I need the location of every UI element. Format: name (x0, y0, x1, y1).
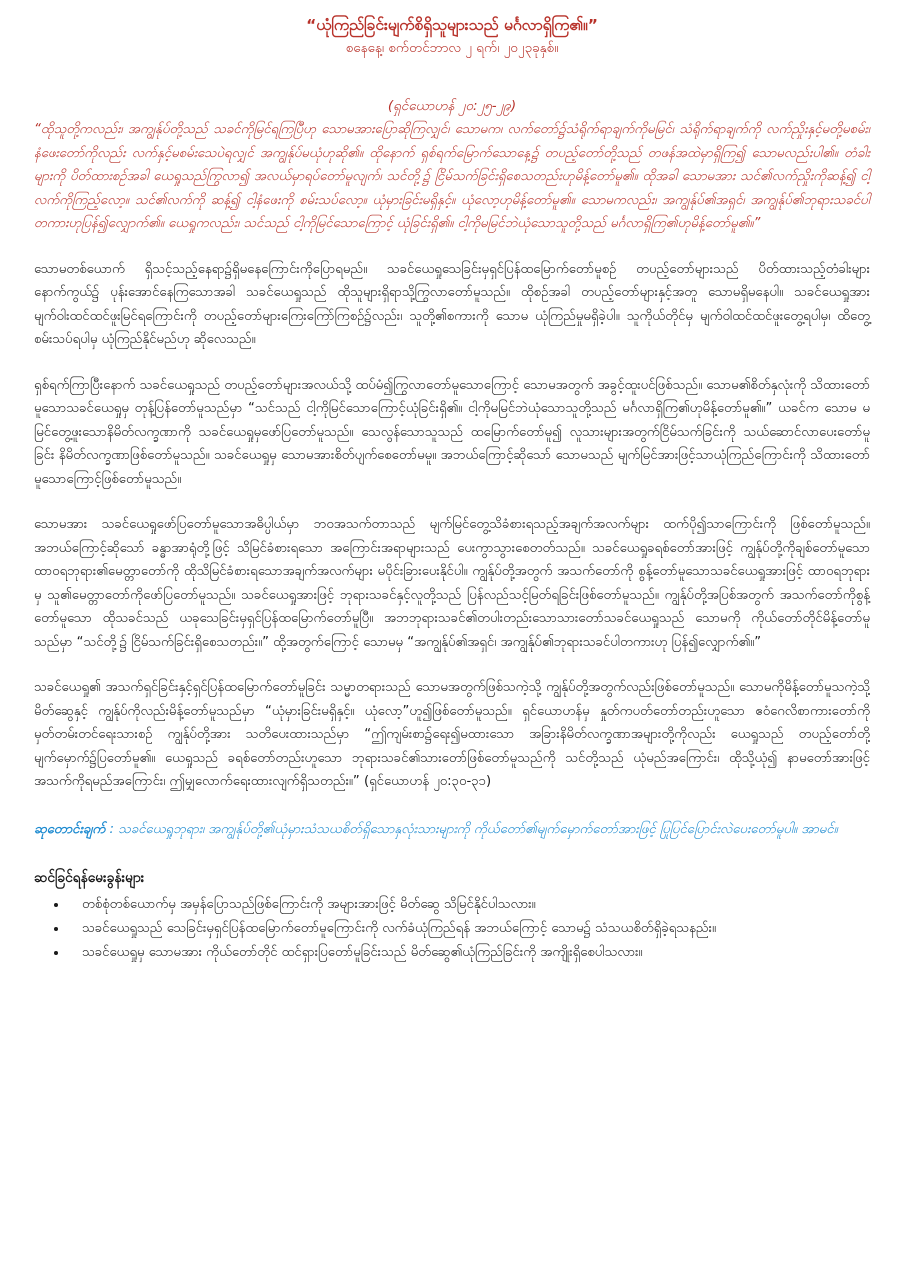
prayer-text: သခင်ယေရှုဘုရား၊ အကျွန်ုပ်တို့၏ယုံမှားသံသယစိတ်ရှိသောနှလုံးသားများကို ကိုယ်တော်၏မျက်မှောက်တော်အားဖြင့် ပြုပြင်ပြောင်းလဲပေးတော်မူပါ။ အာမင်။ (118, 821, 838, 837)
page-title: “ယုံကြည်ခြင်းမျက်စိရှိသူများသည် မင်္ဂလာရှိကြ၏။” (306, 16, 598, 34)
paragraph-3: သောမအား သခင်ယေရှုဖော်ပြတော်မူသောအဓိပ္ပါယ်မှာ ဘဝအသက်တာသည် မျက်မြင်တွေ့သိခံစားရသည့်အချက်အလက်များ ထက်ပို၍သာကြောင်းကို ဖြစ်တော်မူသည်။ အဘယ်ကြောင့်ဆိုသော် ခန္ဓာအာရုံတို့ဖြင့် သိမြင်ခံစားရသော အကြောင်းအရာများသည် ပေးကွာသွားစေတတ်သည်။ သခင်ယေရှုခရစ်တော်အားဖြင့် ကျွန်ုပ်တို့ကိုချစ်တော်မူသော ထာဝရဘုရား၏မေတ္တာတော်ကို ထိုသိမြင်ခံစားရသောအချက်အလက်များ မပိုင်းခြားပေးနိုင်ပါ။ ကျွန်ုပ်တို့အတွက် အသက်တော်ကို စွန့်တော်မူသောသခင်ယေရှုအားဖြင့် ထာဝရဘုရားမှ သူ၏မေတ္တာတော်ကိုဖော်ပြတော်မူသည်။ သခင်ယေရှုအားဖြင့် ဘုရားသခင်နှင့်လူတို့သည် ပြန်လည်သင့်မြတ်ရခြင်းဖြစ်တော်မူသည်။ ကျွန်ုပ်တို့အပြစ်အတွက် အသက်တော်ကိုစွန့်တော်မူသော ထိုသခင်သည် ယခုသေခြင်းမှရှင်ပြန်ထမြောက်တော်မူပြီ။ အဘဘုရားသခင်၏တပါးတည်းသောသားတော်သခင်ယေရှုသည် သောမကို ကိုယ်တော်တိုင်မိန့်တော်မူသည်မှာ “သင်တို့၌ ငြိမ်သက်ခြင်းရှိစေသတည်း။” ထို့အတွက်ကြောင့် သောမမှ “အကျွန်ုပ်၏အရှင်၊ အကျွန်ုပ်၏ဘုရားသခင်ပါတကားဟု ပြန်၍လျှောက်၏။” (34, 517, 870, 650)
paragraph-4: သခင်ယေရှု၏ အသက်ရှင်ခြင်းနှင့်ရှင်ပြန်ထမြောက်တော်မူခြင်း သမ္မာတရားသည် သောမအတွက်ဖြစ်သကဲ့သို့ ကျွန်ုပ်တို့အတွက်လည်းဖြစ်တော်မူသည်။ သောမကိုမိန့်တော်မူသကဲ့သို့ မိတ်ဆွေနှင့် ကျွန်ုပ်ကိုလည်းမိန့်တော်မူသည်မှာ “ယုံမှားခြင်းမရှိနှင့်။ ယုံလော့”ဟူ၍ဖြစ်တော်မူသည်။ ရှင်ယောဟန်မှ နှုတ်ကပတ်တော်တည်းဟူသော ဧဝံဂေလိစာကားတော်ကို မှတ်တမ်းတင်ရေးသားစဉ် ကျွန်ုပ်တို့အား သတိပေးထားသည်မှာ “ဤကျမ်းစာ၌ရေး၍မထားသော အခြားနိမိတ်လက္ခဏာအများတို့ကိုလည်း ယေရှုသည် တပည့်တော်တို့ မျက်မှောက်၌ပြတော်မူ၏။ ယေရှုသည် ခရစ်တော်တည်းဟူသော ဘုရားသခင်၏သားတော်ဖြစ်တော်မူသည်ကို သင်တို့သည် ယုံမည်အကြောင်း၊ ထိုသို့ယုံ၍ နာမတော်အားဖြင့် အသက်ကိုရမည်အကြောင်း၊ ဤမျှလောက်ရေးထားလျက်ရှိသတည်း။” (ရှင်ယောဟန် ၂၀:၃၀-၃၁) (34, 680, 870, 789)
questions-list (34, 893, 870, 965)
list-item: • သခင်ယေရှုမှ သောမအား ကိုယ်တော်တိုင် ထင်ရှားပြတော်မူခြင်းသည် မိတ်ဆွေ၏ယုံကြည်ခြင်းကို အကျိုးရှိစေပါသလား။ (68, 941, 870, 965)
list-item: • တစ်စုံတစ်ယောက်မှ အမှန်ပြောသည်ဖြစ်ကြောင်းကို အများအားဖြင့် မိတ်ဆွေ သိမြင်နိုင်ပါသလား။ (68, 893, 870, 917)
prayer-label: ဆုတောင်းချက် (34, 821, 106, 837)
devotional-page (34, 14, 870, 965)
list-item: • သခင်ယေရှုသည် သေခြင်းမှရှင်ပြန်ထမြောက်တော်မူကြောင်းကို လက်ခံယုံကြည်ရန် အဘယ်ကြောင့် သောမ၌ သံသယစိတ်ရှိခဲ့ရသနည်း။ (68, 917, 870, 941)
scripture-reference: (ရှင်ယောဟန် ၂၀:၂၅-၂၉) (387, 98, 517, 114)
date-line: စနေနေ့၊ စက်တင်ဘာလ ၂ ရက်၊ ၂၀၂၃ခုနှစ်။ (345, 40, 559, 56)
paragraph-1: သောမတစ်ယောက် ရှိသင့်သည့်နေရာ၌ရှိမနေကြောင်းကိုပြောရမည်။ သခင်ယေရှုသေခြင်းမှရှင်ပြန်ထမြောက်တော်မူစဉ် တပည့်တော်များသည် ပိတ်ထားသည့်တံခါးများနောက်ကွယ်၌ ပုန်းအောင်နေကြသောအခါ သခင်ယေရှုသည် ထိုသူများရှိရာသို့ကြွလာတော်မူသည်။ ထိုစဉ်အခါ တပည့်တော်များနှင့်အတူ သောမရှိမနေပါ။ သခင်ယေရှုအား မျက်ဝါးထင်ထင်ဖူးမြင်ရကြောင်းကို တပည့်တော်များကြေးကြော်ကြစဉ်၌လည်း၊ သူတို့၏စကားကို သောမ ယုံကြည်မှုမရှိခဲ့ပါ။ သူကိုယ်တိုင်မှ မျက်ဝါထင်ထင်ဖူးတွေ့ရပါမှ၊ ထိတွေ့စမ်းသပ်ရပါမှ ယုံကြည်နိုင်မည်ဟု ဆိုလေသည်။ (34, 261, 870, 347)
prayer-section (34, 818, 870, 842)
questions-title: ဆင်ခြင်ရန်မေးခွန်းများ (34, 870, 145, 886)
paragraph-2: ရှစ်ရက်ကြာပြီးနောက် သခင်ယေရှုသည် တပည့်တော်များအလယ်သို့ ထပ်မံ၍ကြွလာတော်မူသောကြောင့် သောမအတွက် အခွင့်ထူးပင်ဖြစ်သည်။ သောမ၏စိတ်နှလုံးကို သိထားတော်မူသောသခင်ယေရှုမှ တုန့်ပြန်တော်မူသည်မှာ “သင်သည် ငါ့ကိုမြင်သောကြောင့်ယုံခြင်းရှိ၏။ ငါ့ကိုမမြင်ဘဲယုံသောသူတို့သည် မင်္ဂလာရှိကြ၏ဟုမိန့်တော်မူ၏။” ယခင်က သောမ မမြင်တွေ့ဖူးသောနိမိတ်လက္ခဏာကို သခင်ယေရှုမှဖော်ပြတော်မူသည်။ သေလွန်သောသူသည် ထမြောက်တော်မူ၍ လူသားများအတွက်ငြိမ်သက်ခြင်းကို သယ်ဆောင်လာပေးတော်မူခြင်း နိမိတ်လက္ခဏာဖြစ်တော်မူသည်။ သခင်ယေရှုမှ သောမအားစိတ်ပျက်စေတော်မမူ။ အဘယ်ကြောင့်ဆိုသော် သောမသည် မျက်မြင်အားဖြင့်သာယုံကြည်ကြောင်းကို သိထားတော်မူသောကြောင့်ဖြစ်တော်မူသည်။ (34, 377, 870, 487)
prayer-separator: : (105, 821, 119, 837)
scripture-quote: “ထိုသူတို့ကလည်း၊ အကျွန်ုပ်တို့သည် သခင်ကိုမြင်ရကြပြီဟု သောမအားပြောဆိုကြလျှင်၊ သောမက၊ လက်တော်၌သံရိုက်ရာချက်ကိုမမြင်၊ သံရိုက်ရာချက်ကို လက်ညှိုးနှင့်မတို့မစမ်း၊ နံဖေးတော်ကိုလည်း လက်နှင့်မစမ်းသေပဲရလျှင် အကျွန်ုပ်မယုံဟုဆို၏။ ထိုနောက် ရှစ်ရက်မြောက်သောနေ့၌ တပည့်တော်တို့သည် တဖန်အထဲမှာရှိကြ၍ သောမလည်းပါ၏။ တံခါးများကို ပိတ်ထားစဉ်အခါ ယေရှုသည်ကြွလာ၍ အလယ်မှာရပ်တော်မူလျက်၊ သင်တို့၌ ငြိမ်သက်ခြင်းရှိစေသတည်းဟုမိန့်တော်မူ၏။ ထိုအခါ သောမအား သင်၏လက်ညှိုးကိုဆန့်၍ ငါ့လက်ကိုကြည့်လော့။ သင်၏လက်ကို ဆန့်၍ ငါ့နံဖေးကို စမ်းသပ်လော့။ ယုံမှားခြင်းမရှိနှင့်။ ယုံလော့ဟုမိန့်တော်မူ၏။ သောမကလည်း၊ အကျွန်ုပ်၏အရှင်၊ အကျွန်ုပ်၏ဘုရားသခင်ပါတကားဟုပြန်၍လျှောက်၏။ ယေရှုကလည်း၊ သင်သည် ငါ့ကိုမြင်သောကြောင့် ယုံခြင်းရှိ၏။ ငါ့ကိုမမြင်ဘဲယုံသောသူတို့သည် မင်္ဂလာရှိကြ၏ဟုမိန့်တော်မူ၏။” (34, 122, 870, 231)
